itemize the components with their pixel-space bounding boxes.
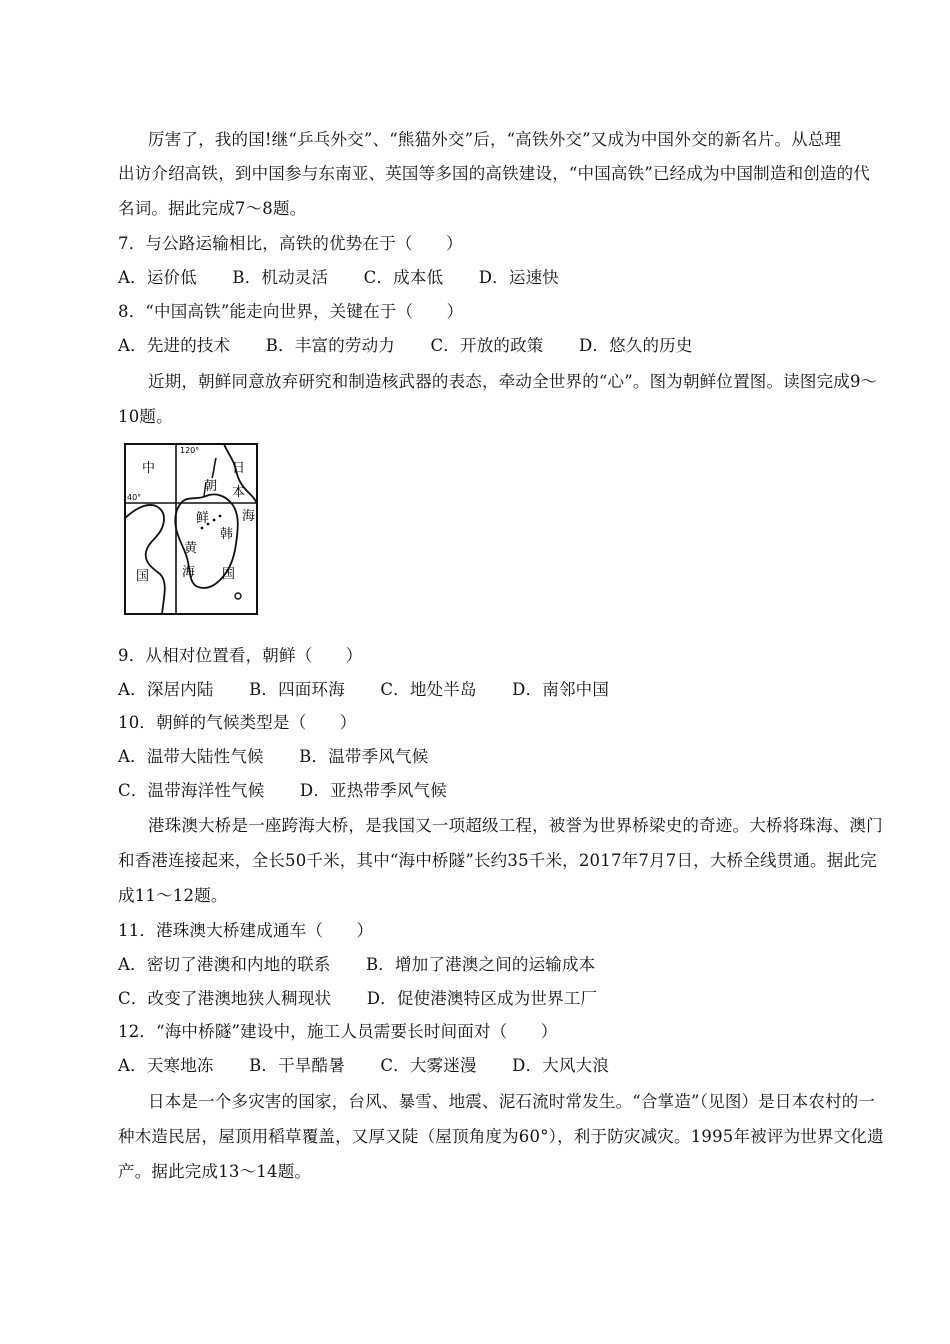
q12-option-a: A．天寒地冻 [118, 1056, 214, 1075]
question-9-options [118, 678, 609, 702]
q8-option-a: A．先进的技术 [118, 336, 231, 355]
q8-option-d: D．悠久的历史 [578, 336, 693, 355]
question-8-options [118, 334, 693, 358]
q10-option-a: A．温带大陆性气候 [118, 747, 264, 766]
q7-option-d: D．运速快 [478, 268, 559, 287]
q8-option-b: B．丰富的劳动力 [265, 336, 396, 355]
q7-option-a: A．运价低 [118, 268, 197, 287]
map-label-hai: 海 [242, 509, 256, 524]
question-7-options [118, 266, 559, 290]
korea-location-map [124, 440, 258, 616]
passage2-line1: 近期，朝鲜同意放弃研究和制造核武器的表态，牵动全世界的“心”。图为朝鲜位置图。读图完成9～ [148, 372, 878, 391]
q12-option-b: B．干旱酷暑 [249, 1056, 345, 1075]
q11-option-a: A．密切了港澳和内地的联系 [118, 955, 331, 974]
q11-option-b: B．增加了港澳之间的运输成本 [365, 955, 596, 974]
map-label-xian: 鲜 [196, 511, 210, 526]
map-label-guo2: 国 [222, 567, 236, 582]
q12-option-d: D．大风大浪 [512, 1056, 610, 1075]
map-label-guo: 国 [136, 569, 150, 584]
q10-option-c: C．温带海洋性气候 [118, 781, 265, 800]
boundary-dot [213, 519, 216, 522]
q8-option-c: C．开放的政策 [430, 336, 544, 355]
q11-option-d: D．促使港澳特区成为世界工厂 [366, 989, 598, 1008]
passage4-line1: 日本是一个多灾害的国家，台风、暴雪、地震、泥石流时常发生。“合掌造”（见图）是日本农村的一 [148, 1092, 876, 1111]
boundary-dot [201, 527, 204, 530]
question-7-stem: 7．与公路运输相比，高铁的优势在于（ ） [118, 234, 463, 253]
passage1-line2: 出访介绍高铁，到中国参与东南亚、英国等多国的高铁建设，“中国高铁”已经成为中国制造和创造的代 [118, 164, 871, 183]
question-10-options-row2 [118, 779, 447, 803]
passage3-line1: 港珠澳大桥是一座跨海大桥，是我国又一项超级工程，被誉为世界桥梁史的奇迹。大桥将珠海、澳门 [148, 816, 883, 835]
passage1-line3: 名词。据此完成7～8题。 [118, 199, 307, 218]
passage3-line2: 和香港连接起来，全长50千米，其中“海中桥隧”长约35千米，2017年7月7日，大桥全线贯通。据此完 [118, 851, 877, 870]
map-label-zhong: 中 [142, 461, 156, 476]
passage4-line3: 产。据此完成13～14题。 [118, 1162, 312, 1181]
q9-option-c: C．地处半岛 [380, 680, 477, 699]
q9-option-a: A．深居内陆 [118, 680, 214, 699]
q9-option-d: D．南邻中国 [512, 680, 610, 699]
map-label-hai2: 海 [182, 565, 196, 580]
question-11-stem: 11．港珠澳大桥建成通车（ ） [118, 921, 374, 940]
passage4-line2: 种木造民居，屋顶用稻草覆盖，又厚又陡（屋顶角度为60°），利于防灾减灾。1995年被评为世界文化遗 [118, 1127, 884, 1146]
question-8-stem: 8．“中国高铁”能走向世界，关键在于（ ） [118, 302, 464, 321]
question-11-options-row1 [118, 953, 595, 977]
passage3-line3: 成11～12题。 [118, 886, 228, 905]
question-11-options-row2 [118, 987, 597, 1011]
map-label-ben: 本 [232, 485, 246, 500]
q7-option-c: C．成本低 [363, 268, 444, 287]
question-9-stem: 9．从相对位置看，朝鲜（ ） [118, 646, 363, 665]
q11-option-c: C．改变了港澳地狭人稠现状 [118, 989, 332, 1008]
q9-option-b: B．四面环海 [249, 680, 345, 699]
q7-option-b: B．机动灵活 [232, 268, 329, 287]
question-12-stem: 12．“海中桥隧”建设中，施工人员需要长时间面对（ ） [118, 1022, 558, 1041]
meridian-label: 120° [180, 446, 200, 455]
question-12-options [118, 1054, 609, 1078]
parallel-label: 40° [127, 493, 142, 502]
map-label-ri: 日 [232, 461, 246, 476]
map-label-han: 韩 [220, 527, 234, 542]
question-10-stem: 10．朝鲜的气候类型是（ ） [118, 713, 357, 732]
china-coastline [125, 505, 165, 614]
island-circle [235, 593, 241, 599]
map-label-huang: 黄 [184, 541, 198, 556]
island-mark [212, 458, 216, 478]
passage2-line2: 10题。 [118, 407, 173, 426]
q12-option-c: C．大雾迷漫 [380, 1056, 477, 1075]
q10-option-b: B．温带季风气候 [299, 747, 429, 766]
passage1-line1: 厉害了，我的国!继“乒乓外交”、“熊猫外交”后，“高铁外交”又成为中国外交的新名片。从总理 [148, 130, 842, 149]
map-label-chao: 朝 [204, 479, 218, 494]
q10-option-d: D．亚热带季风气候 [299, 781, 447, 800]
question-10-options-row1 [118, 745, 428, 769]
boundary-dot [219, 515, 222, 518]
